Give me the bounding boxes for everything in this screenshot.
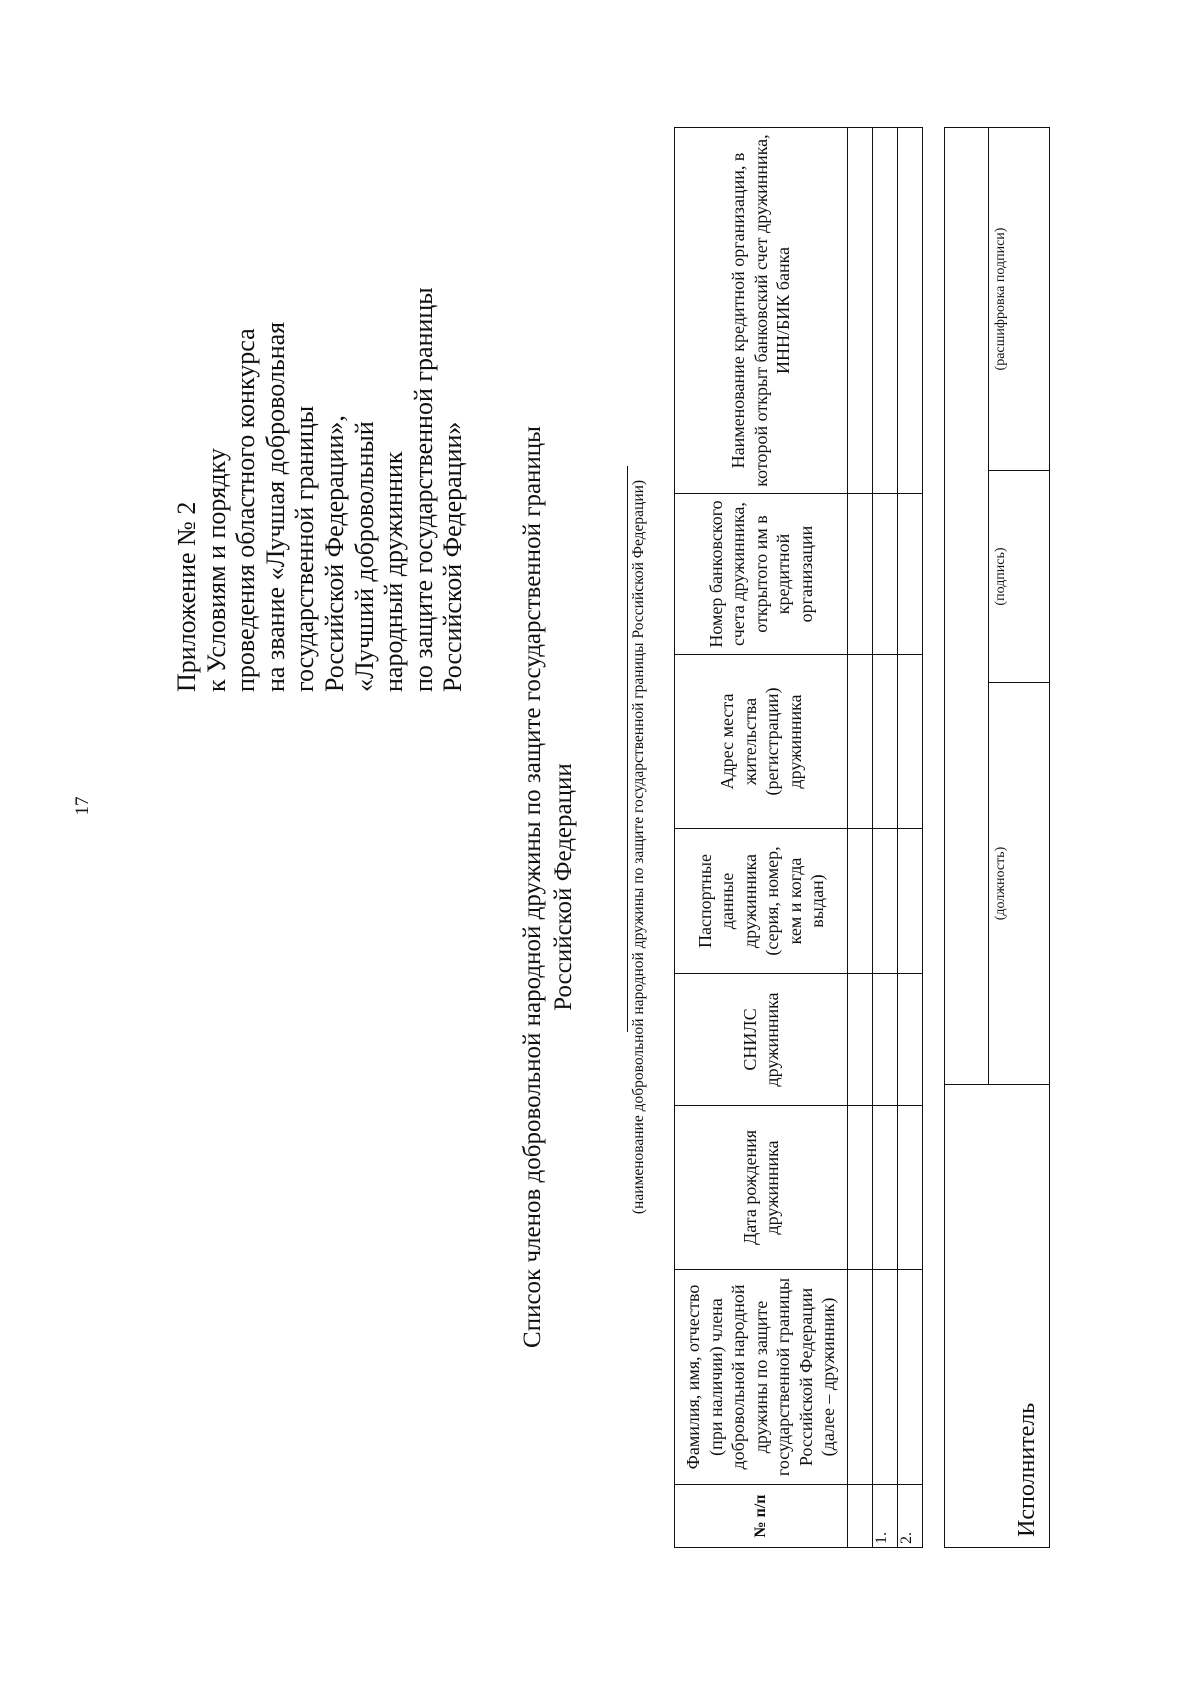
appendix-line: Приложение № 2 xyxy=(172,501,201,692)
appendix-line: народный дружинник xyxy=(379,451,409,692)
header-bank-name: Наименование кредитной организации, в которой открыт банковский счет дружинника, ИНН/БИК банка xyxy=(675,128,848,494)
header-snils: СНИЛС дружинника xyxy=(675,974,848,1106)
table-header-row xyxy=(675,128,848,1548)
signature-hint: (подпись) xyxy=(993,547,1008,606)
name-hint: (расшифровка подписи) xyxy=(993,227,1008,371)
table-row xyxy=(873,128,898,1548)
header-number: № п/п xyxy=(675,1485,848,1548)
header-passport: Паспортные данные дружинника (серия, номер, кем и когда выдан) xyxy=(675,829,848,974)
header-address: Адрес места жительства (регистрации) дружинника xyxy=(675,655,848,829)
druzhina-name-hint: (наименование добровольной народной дружины по защите государственной границы Российской Федерации) xyxy=(630,479,647,1215)
position-field xyxy=(989,683,1050,1085)
title-line-2: Российской Федерации xyxy=(550,763,577,1011)
appendix-line: Российской Федерации», xyxy=(319,415,349,692)
header-full-name: Фамилия, имя, отчество (при наличии) члена добровольной народной дружины по защите государственной границы Российской Федерации (далее – дружинник) xyxy=(675,1270,848,1485)
appendix-line: Российской Федерации» xyxy=(438,421,468,692)
signature-field xyxy=(989,471,1050,683)
table-row xyxy=(898,128,923,1548)
signature-block xyxy=(944,127,1050,1548)
signature-top-row xyxy=(945,127,989,1547)
row-number: 2. xyxy=(898,1485,923,1548)
table-row xyxy=(848,128,873,1548)
appendix-heading xyxy=(172,132,468,692)
signature-label-cell xyxy=(945,1085,1050,1548)
members-table xyxy=(674,127,923,1548)
appendix-line: к Условиям и порядку xyxy=(201,448,231,692)
appendix-line: «Лучший добровольный xyxy=(349,421,379,692)
document-title xyxy=(517,257,579,1517)
executor-label: Исполнитель xyxy=(1014,1402,1040,1537)
underline-field xyxy=(627,466,628,1032)
appendix-line: на звание «Лучшая добровольная xyxy=(260,321,290,692)
appendix-line: проведения областного конкурса xyxy=(231,328,261,692)
name-field xyxy=(989,127,1050,470)
header-birth-date: Дата рождения дружинника xyxy=(675,1106,848,1270)
page-number: 17 xyxy=(72,796,93,816)
header-bank-account: Номер банковского счета дружинника, открытого им в кредитной организации xyxy=(675,494,848,655)
row-number: 1. xyxy=(873,1485,898,1548)
position-hint: (должность) xyxy=(993,846,1008,921)
title-line-1: Список членов добровольной народной дружины по защите государственной границы xyxy=(519,426,546,1348)
appendix-line: по защите государственной границы xyxy=(408,287,438,692)
appendix-line: государственной границы xyxy=(290,405,320,692)
